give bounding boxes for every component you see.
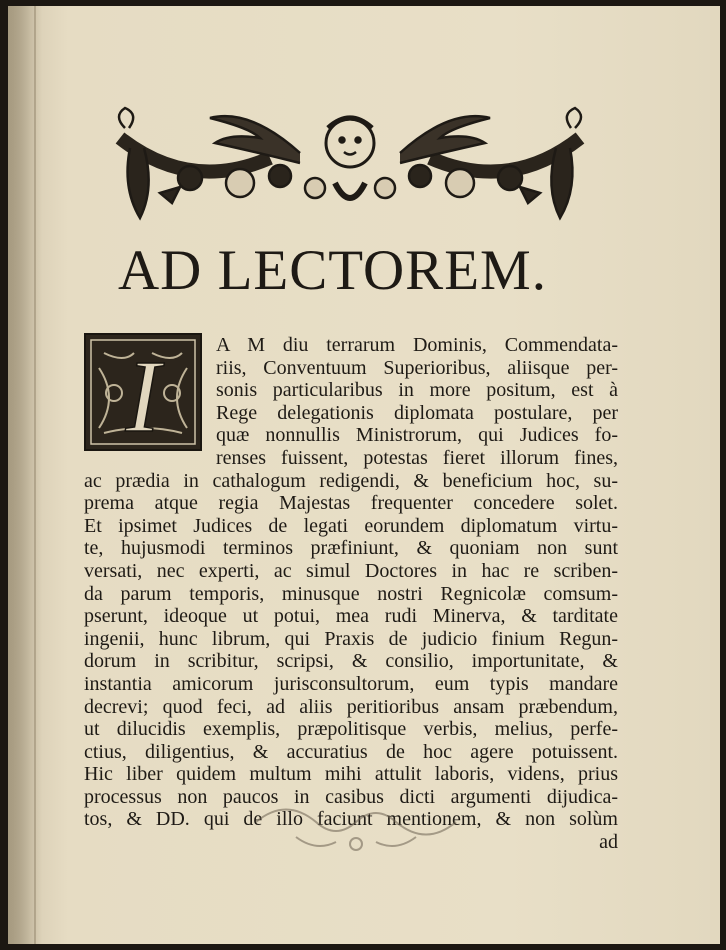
text-line: Et ipsimet Judices de legati eorundem diplomatum virtu- (84, 514, 618, 537)
text-line: Rege delegationis diplomata postulare, per (216, 401, 618, 424)
catchword: ad (599, 831, 618, 854)
text-line: renses fuissent, potestas fieret illorum fines, (216, 446, 618, 469)
text-line: ctius, diligentius, & accuratius de hoc agere potuissent. (84, 740, 618, 763)
text-line: instantia amicorum jurisconsultorum, eum typis mandare (84, 672, 618, 695)
initial-letter: I (125, 339, 161, 451)
text-line: pserunt, ideoque ut potui, mea rudi Minerva, & tarditate (84, 605, 618, 628)
text-line: Hic liber quidem multum mihi attulit laboris, videns, prius (84, 763, 618, 786)
text-line: da parum temporis, minusque nostri Regnicolæ comsum- (84, 582, 618, 605)
page-title: AD LECTOREM. (118, 239, 547, 302)
text-line: ingenii, hunc librum, qui Praxis de judicio finium Regun- (84, 627, 618, 650)
body-text (84, 334, 618, 854)
text-line: prema atque regia Majestas frequenter concedere solet. (84, 492, 618, 515)
text-line: dorum in scribitur, scripsi, & consilio, importunitate, & (84, 650, 618, 673)
text-line: processus non paucos in casibus dicti argumenti dijudica- (84, 785, 618, 808)
scroll-tailpiece-icon (236, 792, 476, 862)
text-line: quæ nonnullis Ministrorum, qui Judices fo- (216, 424, 618, 447)
binding-fold (34, 6, 36, 944)
text-line: sonis particularibus in more positum, est à (216, 379, 618, 402)
text-line: riis, Conventuum Superioribus, aliisque per- (216, 356, 618, 379)
text-line: ut dilucidis exemplis, præpolitisque verbis, melius, perfe- (84, 718, 618, 741)
book-page (8, 6, 720, 944)
cherub-garland-headpiece-icon (100, 98, 600, 228)
text-line: te, hujusmodi terminos præfiniunt, & quoniam non sunt (84, 537, 618, 560)
text-line: decrevi; quod feci, ad aliis peritioribus ansam præbendum, (84, 695, 618, 718)
text-line: tos, & DD. qui de illo faciunt mentionem, & non solùm (84, 808, 618, 831)
text-line: versati, nec experti, ac simul Doctores in hac re scriben- (84, 559, 618, 582)
text-line: ac prædia in cathalogum redigendi, & beneficium hoc, su- (84, 469, 618, 492)
text-line: A M diu terrarum Dominis, Commendata- (216, 334, 618, 356)
page-gutter (8, 6, 42, 944)
